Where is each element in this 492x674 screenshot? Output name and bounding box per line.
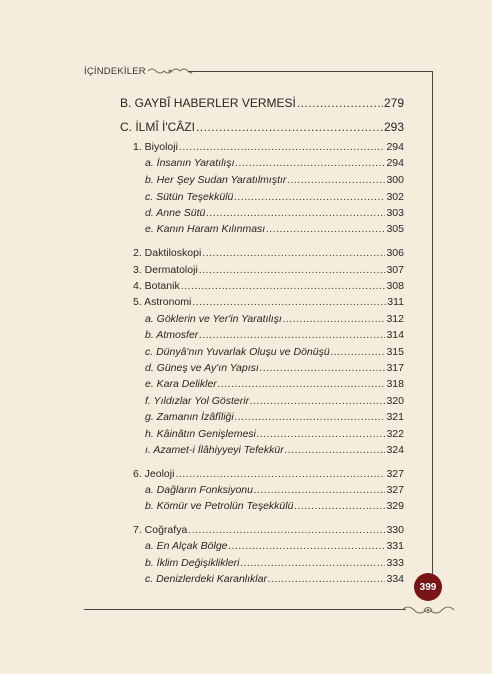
toc-leader-dots [285, 443, 386, 457]
toc-entry-page: 314 [386, 329, 404, 341]
toc-entry-label: 4. Botanik [133, 280, 180, 292]
toc-leader-dots [287, 173, 385, 187]
toc-entry-label: 3. Dermatoloji [133, 264, 198, 276]
toc-entry-label: B. GAYBÎ HABERLER VERMESİ [120, 96, 296, 110]
toc-entry[interactable] [145, 443, 404, 457]
toc-leader-dots [196, 119, 383, 135]
toc-entry-label: a. Göklerin ve Yer'in Yaratılışı [145, 313, 282, 325]
toc-entry[interactable] [145, 539, 404, 553]
toc-entry[interactable] [145, 328, 404, 342]
toc-entry[interactable] [145, 345, 404, 359]
toc-entry-page: 300 [386, 174, 404, 186]
toc-entry-page: 302 [386, 191, 404, 203]
toc-entry[interactable] [145, 394, 404, 408]
page-number: 399 [419, 581, 437, 593]
toc-entry[interactable] [145, 377, 404, 391]
toc-entry-page: 315 [386, 346, 404, 358]
toc-leader-dots [229, 539, 386, 553]
toc-entry-page: 317 [386, 362, 404, 374]
toc-entry-label: g. Zamanın İzâfîliği [145, 411, 234, 423]
toc-entry-page: 306 [386, 247, 404, 259]
right-vertical-rule [432, 71, 433, 578]
toc-entry[interactable] [133, 279, 404, 293]
toc-entry-label: b. Her Şey Sudan Yaratılmıştır [145, 174, 287, 186]
toc-entry-label: 5. Astronomi [133, 296, 192, 308]
toc-entry-page: 312 [386, 313, 404, 325]
toc-leader-dots [192, 295, 386, 309]
toc-entry-page: 311 [387, 296, 404, 308]
toc-entry-label: d. Anne Sütü [145, 207, 206, 219]
toc-entry[interactable] [133, 295, 404, 309]
toc-leader-dots [331, 345, 386, 359]
toc-entry-page: 329 [386, 500, 404, 512]
toc-entry-label: e. Kara Delikler [145, 378, 217, 390]
toc-leader-dots [260, 361, 386, 375]
toc-entry-page: 279 [383, 96, 404, 110]
toc-leader-dots [175, 467, 385, 481]
toc-entry[interactable] [145, 427, 404, 441]
toc-entry-page: 294 [386, 141, 404, 153]
toc-entry-label: 2. Daktiloskopi [133, 247, 202, 259]
toc-leader-dots [254, 483, 385, 497]
toc-entry-label: 1. Biyoloji [133, 141, 178, 153]
toc-entry[interactable] [120, 119, 404, 135]
toc-leader-dots [199, 263, 386, 277]
toc-entry-page: 294 [386, 157, 404, 169]
toc-entry-page: 318 [386, 378, 404, 390]
toc-leader-dots [188, 523, 385, 537]
toc-entry[interactable] [145, 410, 404, 424]
header-title: İÇİNDEKİLER [84, 66, 146, 77]
toc-entry-label: c. Denizlerdeki Karanlıklar [145, 573, 267, 585]
toc-leader-dots [283, 312, 386, 326]
toc-entry[interactable] [145, 206, 404, 220]
toc-entry-page: 327 [386, 484, 404, 496]
toc-leader-dots [241, 556, 386, 570]
toc-entry-label: C. İLMÎ İ'CÂZI [120, 120, 195, 134]
footer-rule [84, 609, 406, 610]
toc-entry-label: c. Sütün Teşekkülü [145, 191, 234, 203]
toc-leader-dots [257, 427, 386, 441]
toc-entry[interactable] [145, 361, 404, 375]
toc-entry[interactable] [145, 173, 404, 187]
toc-entry-label: 7. Coğrafya [133, 524, 188, 536]
toc-entry-page: 307 [386, 264, 404, 276]
toc-entry-label: a. Dağların Fonksiyonu [145, 484, 253, 496]
toc-entry[interactable] [120, 95, 404, 111]
toc-leader-dots [206, 206, 385, 220]
toc-entry-label: h. Kâinâtın Genişlemesi [145, 428, 256, 440]
toc-entry[interactable] [145, 190, 404, 204]
toc-entry[interactable] [145, 222, 404, 236]
toc-entry-page: 308 [386, 280, 404, 292]
toc-leader-dots [250, 394, 385, 408]
toc-entry-page: 322 [386, 428, 404, 440]
toc-leader-dots [199, 328, 385, 342]
toc-entry[interactable] [145, 499, 404, 513]
toc-leader-dots [181, 279, 386, 293]
toc-entry-label: b. Atmosfer [145, 329, 199, 341]
toc-entry[interactable] [145, 572, 404, 586]
toc-entry[interactable] [145, 556, 404, 570]
toc-entry[interactable] [145, 156, 404, 170]
toc-leader-dots [268, 572, 386, 586]
toc-entry-page: 330 [386, 524, 404, 536]
toc-entry-label: 6. Jeoloji [133, 468, 175, 480]
toc-entry[interactable] [145, 483, 404, 497]
toc-leader-dots [179, 140, 386, 154]
toc-leader-dots [297, 95, 383, 111]
toc-leader-dots [202, 246, 385, 260]
toc-entry[interactable] [133, 523, 404, 537]
toc-leader-dots [294, 499, 385, 513]
toc-entry-page: 324 [386, 444, 404, 456]
footer-ornament-icon [400, 603, 456, 617]
toc-entry-label: a. En Alçak Bölge [145, 540, 228, 552]
header-rule [188, 71, 433, 72]
toc-entry[interactable] [145, 312, 404, 326]
toc-entry[interactable] [133, 263, 404, 277]
toc-entry-label: d. Güneş ve Ay'ın Yapısı [145, 362, 259, 374]
toc-leader-dots [236, 156, 386, 170]
toc-entry[interactable] [133, 467, 404, 481]
toc-entry[interactable] [133, 246, 404, 260]
toc-entry-label: c. Dünyâ'nın Yuvarlak Oluşu ve Dönüşü [145, 346, 330, 358]
toc-entry-page: 333 [386, 557, 404, 569]
toc-entry-page: 320 [386, 395, 404, 407]
toc-entry-page: 293 [383, 120, 404, 134]
toc-entry-page: 331 [386, 540, 404, 552]
toc-entry-label: e. Kanın Haram Kılınması [145, 223, 266, 235]
toc-entry-page: 305 [386, 223, 404, 235]
toc-entry-label: b. İklim Değişiklikleri [145, 557, 240, 569]
toc-entry-page: 334 [386, 573, 404, 585]
toc-leader-dots [234, 190, 385, 204]
toc-entry-page: 321 [386, 411, 404, 423]
toc-entry-page: 303 [386, 207, 404, 219]
toc-leader-dots [235, 410, 386, 424]
header-ornament-icon [146, 66, 194, 76]
toc-entry-page: 327 [386, 468, 404, 480]
toc-leader-dots [218, 377, 386, 391]
toc-entry[interactable] [133, 140, 404, 154]
toc-leader-dots [266, 222, 385, 236]
toc-entry-label: b. Kömür ve Petrolün Teşekkülü [145, 500, 294, 512]
page-number-badge [414, 573, 442, 601]
toc-entry-label: f. Yıldızlar Yol Gösterir [145, 395, 250, 407]
toc-entry-label: a. İnsanın Yaratılışı [145, 157, 235, 169]
toc-entry-label: ı. Azamet-i İlâhiyyeyi Tefekkür [145, 444, 284, 456]
